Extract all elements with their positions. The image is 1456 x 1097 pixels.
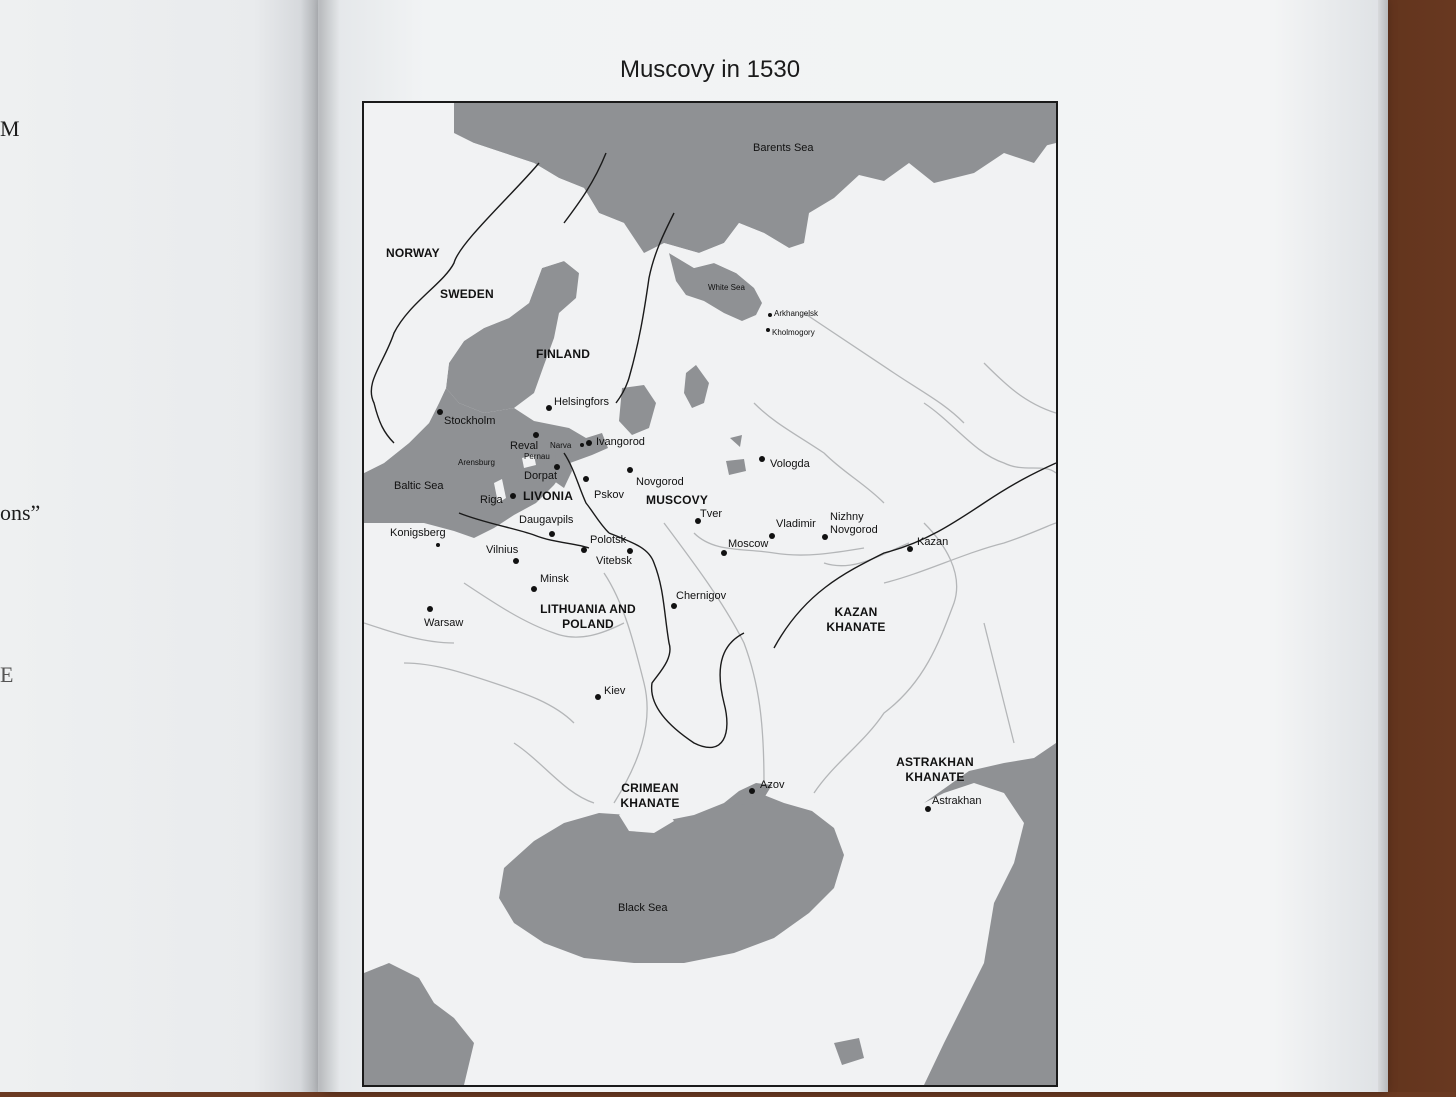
city-marker [533, 432, 539, 438]
city-marker [546, 405, 552, 411]
city-label: Kholmogory [772, 328, 815, 337]
city-label: Novgorod [636, 476, 684, 488]
city-marker [581, 547, 587, 553]
map-title: Muscovy in 1530 [619, 56, 801, 83]
city-label: Tver [700, 508, 722, 520]
city-marker [583, 476, 589, 482]
muscovy-kazan-border [774, 463, 1056, 648]
city-marker [595, 694, 601, 700]
city-label: Stockholm [444, 415, 496, 427]
city-marker [766, 328, 770, 332]
text-fragment: M [0, 116, 20, 141]
livonia-label: LIVONIA [523, 489, 574, 503]
city-label: Konigsberg [390, 527, 446, 539]
sweden-label: SWEDEN [440, 287, 494, 301]
barents-sea-label: Barents Sea [753, 142, 814, 154]
white-sea-label: White Sea [708, 283, 745, 292]
city-label: Vilnius [486, 544, 519, 556]
city-label: Dorpat [524, 470, 558, 482]
city-label: Kiev [604, 685, 626, 697]
city-label: Chernigov [676, 590, 727, 602]
city-label: Pskov [594, 489, 624, 501]
map-frame [362, 101, 1058, 1087]
city-label: Arensburg [458, 458, 495, 467]
city-marker [925, 806, 931, 812]
crimean-khanate-label: CRIMEAN KHANATE [620, 781, 680, 810]
city-label: Vitebsk [596, 555, 632, 567]
city-marker [513, 558, 519, 564]
left-page [0, 0, 318, 1092]
city-marker [822, 534, 828, 540]
text-fragment: E [0, 662, 14, 687]
city-marker [437, 409, 443, 415]
city-label: Ivangorod [596, 436, 645, 448]
city-label: Helsingfors [554, 396, 610, 408]
city-label: Azov [760, 779, 785, 791]
city-marker [671, 603, 677, 609]
city-label: Vologda [770, 458, 810, 470]
kazan-khanate-label: KAZAN KHANATE [826, 605, 886, 634]
city-label: Nizhny Novgorod [830, 511, 878, 536]
city-label: Narva [550, 441, 572, 450]
city-label: Reval [510, 440, 539, 452]
city-label: Daugavpils [519, 514, 574, 526]
lake-ladoga [619, 385, 656, 435]
lithuania-poland-label: LITHUANIA AND POLAND [540, 602, 636, 631]
text-fragment: ons” [0, 500, 41, 525]
city-marker [427, 606, 433, 612]
city-marker [759, 456, 765, 462]
city-label: Arkhangelsk [774, 309, 819, 318]
norway-label: NORWAY [386, 246, 440, 260]
island [834, 1038, 864, 1065]
astrakhan-khanate-label: ASTRAKHAN KHANATE [896, 755, 974, 784]
city-marker [627, 467, 633, 473]
city-marker [627, 548, 633, 554]
city-marker [586, 440, 592, 446]
city-marker [436, 543, 440, 547]
city-label: Moscow [728, 538, 769, 550]
city-label: Pernau [524, 452, 550, 461]
city-label: Riga [480, 494, 503, 506]
black-sea-label: Black Sea [618, 902, 668, 914]
city-marker [769, 533, 775, 539]
city-marker [749, 788, 755, 794]
city-label: Astrakhan [932, 795, 982, 807]
city-marker [768, 313, 772, 317]
city-marker [549, 531, 555, 537]
city-label: Vladimir [776, 518, 816, 530]
city-label: Warsaw [424, 617, 464, 629]
city-label: Polotsk [590, 534, 627, 546]
muscovy-label: MUSCOVY [646, 493, 709, 507]
city-marker [721, 550, 727, 556]
city-label: Minsk [540, 573, 569, 585]
city-marker [907, 546, 913, 552]
book-gutter [300, 0, 340, 1092]
city-label: Kazan [917, 536, 949, 548]
city-marker [510, 493, 516, 499]
lake-onega [684, 365, 709, 408]
baltic-sea-label: Baltic Sea [394, 480, 444, 492]
city-marker [580, 443, 584, 447]
city-marker [531, 586, 537, 592]
page-edge [1378, 0, 1388, 1092]
aegean-sea [364, 963, 474, 1085]
small-lake [726, 459, 746, 475]
finland-label: FINLAND [536, 347, 591, 361]
small-lake [730, 435, 742, 447]
